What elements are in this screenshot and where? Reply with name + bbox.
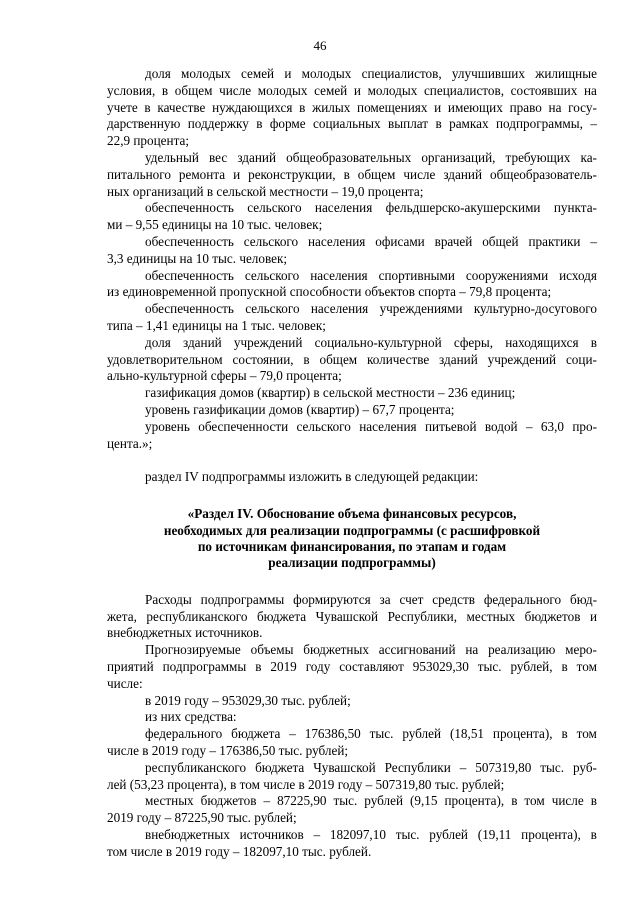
financing-paragraphs <box>107 592 597 861</box>
text-line: питального ремонта и реконструкции, в общем числе зданий общеобразователь- <box>107 166 597 182</box>
text-line: обеспеченность сельского населения фельдшерско-акушерскими пункта- <box>145 200 597 216</box>
text-line: учете в качестве нуждающихся в жилых помещениях и имеющих право на госу- <box>107 99 597 115</box>
indicators-list <box>107 66 597 452</box>
financing-paragraph <box>107 709 597 726</box>
financing-paragraph <box>107 827 597 861</box>
text-line: жета, республиканского бюджета Чувашской Республики, местных бюджетов и <box>107 608 597 624</box>
text-line: цента.»; <box>107 435 153 451</box>
text-line: доля зданий учреждений социально-культурной сферы, находящихся в <box>145 334 597 350</box>
text-line: типа – 1,41 единицы на 1 тыс. человек; <box>107 317 326 333</box>
indicator-paragraph <box>107 66 597 150</box>
text-line: 22,9 процента; <box>107 133 190 149</box>
text-line: обеспеченность сельского населения офисами врачей общей практики – <box>145 233 597 249</box>
heading-line: «Раздел IV. Обоснование объема финансовых ресурсов, <box>187 506 517 522</box>
financing-paragraph <box>107 726 597 760</box>
financing-paragraph <box>107 760 597 794</box>
financing-paragraph <box>107 592 597 642</box>
text-line: Прогнозируемые объемы бюджетных ассигнований на реализацию меро- <box>145 642 597 658</box>
text-line: обеспеченность сельского населения учреждениями культурно-досугового <box>145 301 597 317</box>
indicator-paragraph <box>107 301 597 335</box>
text-line: внебюджетных источников. <box>107 625 263 641</box>
text-line: федерального бюджета – 176386,50 тыс. рублей (18,51 процента), в том <box>145 726 597 742</box>
text-line: удовлетворительном состоянии, в общем количестве зданий учреждений соци- <box>107 351 597 367</box>
text-line: ми – 9,55 единицы на 10 тыс. человек; <box>107 217 323 233</box>
financing-paragraph <box>107 642 597 692</box>
text-line: числе: <box>107 675 143 691</box>
financing-paragraph <box>107 693 597 710</box>
indicator-paragraph <box>107 234 597 268</box>
text-line: обеспеченность сельского населения спортивными сооружениями исходя <box>145 267 597 283</box>
text-line: 2019 году – 87225,90 тыс. рублей; <box>107 810 297 826</box>
heading-line: по источникам финансирования, по этапам и годам <box>197 538 507 554</box>
heading-line: реализации подпрограммы) <box>268 555 436 571</box>
page-number: 46 <box>313 38 327 53</box>
text-line: ных организаций в сельской местности – 19,0 процента; <box>107 183 424 199</box>
text-line: условия, в общем числе молодых семей и молодых специалистов, состоявших на <box>107 82 597 98</box>
text-line: уровень обеспеченности сельского населения питьевой водой – 63,0 про- <box>145 418 597 434</box>
text-line: из единовременной пропускной способности объектов спорта – 79,8 процента; <box>107 284 552 300</box>
text-line: Расходы подпрограммы формируются за счет средств федерального бюд- <box>145 591 597 607</box>
financing-paragraph <box>107 793 597 827</box>
text-line: том числе в 2019 году – 182097,10 тыс. рублей. <box>107 843 372 859</box>
indicator-paragraph <box>107 419 597 453</box>
indicator-paragraph <box>107 200 597 234</box>
text-line: местных бюджетов – 87225,90 тыс. рублей (9,15 процента), в том числе в <box>145 793 597 809</box>
heading-line: необходимых для реализации подпрограммы (с расшифровкой <box>163 522 541 538</box>
text-line: приятий подпрограммы в 2019 году составляют 953029,30 тыс. рублей, в том <box>107 658 597 674</box>
text-line: внебюджетных источников – 182097,10 тыс. рублей (19,11 процента), в <box>145 826 597 842</box>
indicator-paragraph <box>107 335 597 385</box>
text-line: числе в 2019 году – 176386,50 тыс. рублей; <box>107 742 349 758</box>
text-line: республиканского бюджета Чувашской Республики – 507319,80 тыс. руб- <box>145 759 597 775</box>
text-line: ально-культурной сферы – 79,0 процента; <box>107 368 342 384</box>
text-line: дарственную поддержку в форме социальных выплат в рамках подпрограммы, – <box>107 116 597 132</box>
text-line: лей (53,23 процента), в том числе в 2019 году – 507319,80 тыс. рублей; <box>107 776 505 792</box>
document-body <box>107 66 597 861</box>
indicator-paragraph <box>107 268 597 302</box>
indicator-paragraph <box>107 150 597 200</box>
indicator-paragraph <box>107 402 597 419</box>
text-line: уровень газификации домов (квартир) – 67,7 процента; <box>145 401 455 417</box>
text-line: из них средства: <box>145 709 237 725</box>
text-line: удельный вес зданий общеобразовательных организаций, требующих ка- <box>145 149 597 165</box>
text-line: доля молодых семей и молодых специалистов, улучшивших жилищные <box>145 66 597 81</box>
instruction-paragraph: раздел IV подпрограммы изложить в следующей редакции: <box>145 469 479 485</box>
text-line: газификация домов (квартир) в сельской местности – 236 единиц; <box>145 385 516 401</box>
text-line: в 2019 году – 953029,30 тыс. рублей; <box>145 692 351 708</box>
text-line: 3,3 единицы на 10 тыс. человек; <box>107 250 288 266</box>
section-heading <box>107 506 597 572</box>
indicator-paragraph <box>107 385 597 402</box>
